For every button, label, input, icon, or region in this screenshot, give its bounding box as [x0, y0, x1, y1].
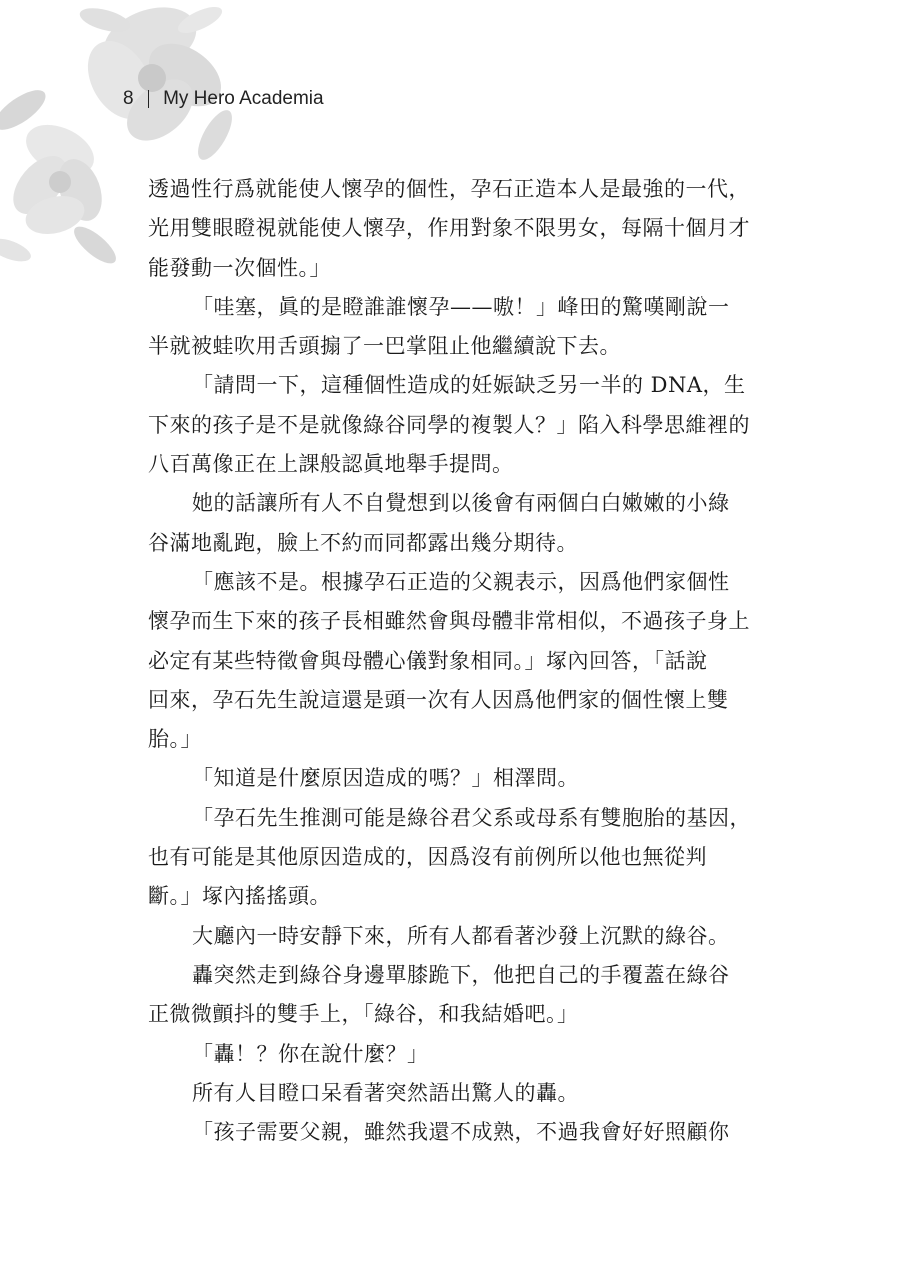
text-line: 所有人目瞪口呆看著突然語出驚人的轟。	[192, 1080, 579, 1105]
book-title: My Hero Academia	[163, 88, 324, 109]
text-line: 轟突然走到綠谷身邊單膝跪下，他把自己的手覆蓋在綠谷	[192, 962, 730, 987]
text-line: 八百萬像正在上課般認眞地舉手提問。	[148, 452, 514, 477]
text-line: 必定有某些特徵會與母體心儀對象相同。」塚內回答，「話說	[148, 648, 708, 673]
text-line: 也有可能是其他原因造成的，因爲沒有前例所以他也無從判	[148, 845, 707, 870]
text-line: 「孩子需要父親，雖然我還不成熟，不過我會好好照顧你	[192, 1120, 730, 1145]
text-line: 光用雙眼瞪視就能使人懷孕，作用對象不限男女，每隔十個月才	[148, 216, 750, 241]
text-line: 胎。」	[148, 727, 202, 752]
header-separator	[148, 90, 150, 108]
text-line: 「知道是什麼原因造成的嗎？」相澤問。	[192, 766, 579, 791]
text-line: 斷。」塚內搖搖頭。	[148, 884, 331, 909]
text-line: 「哇塞，眞的是瞪誰誰懷孕——嗷！」峰田的驚嘆剛說一	[192, 294, 730, 319]
text-line: 「轟！？你在說什麼？」	[192, 1041, 429, 1066]
text-line: 「應該不是。根據孕石正造的父親表示，因爲他們家個性	[192, 569, 730, 594]
text-line: 她的話讓所有人不自覺想到以後會有兩個白白嫩嫩的小綠	[192, 491, 730, 516]
running-header	[123, 88, 324, 110]
text-line: 「孕石先生推測可能是綠谷君父系或母系有雙胞胎的基因，	[192, 805, 751, 830]
page-number: 8	[123, 88, 134, 109]
text-line: 能發動一次個性。」	[148, 255, 331, 280]
text-line: 懷孕而生下來的孩子長相雖然會與母體非常相似，不過孩子身上	[148, 609, 750, 634]
text-line: 回來，孕石先生說這還是頭一次有人因爲他們家的個性懷上雙	[148, 687, 729, 712]
text-line: 谷滿地亂跑，臉上不約而同都露出幾分期待。	[148, 530, 578, 555]
text-line: 下來的孩子是不是就像綠谷同學的複製人？」陷入科學思維裡的	[148, 412, 750, 437]
text-line: 正微微顫抖的雙手上，「綠谷，和我結婚吧。」	[148, 1002, 579, 1027]
text-line: 大廳內一時安靜下來，所有人都看著沙發上沉默的綠谷。	[192, 923, 730, 948]
text-line: 透過性行爲就能使人懷孕的個性，孕石正造本人是最強的一代，	[148, 177, 750, 201]
body-text	[148, 170, 758, 1152]
text-line: 半就被蛙吹用舌頭搧了一巴掌阻止他繼續說下去。	[148, 334, 621, 359]
text-line: 「請問一下，這種個性造成的妊娠缺乏另一半的 DNA，生	[192, 373, 746, 398]
